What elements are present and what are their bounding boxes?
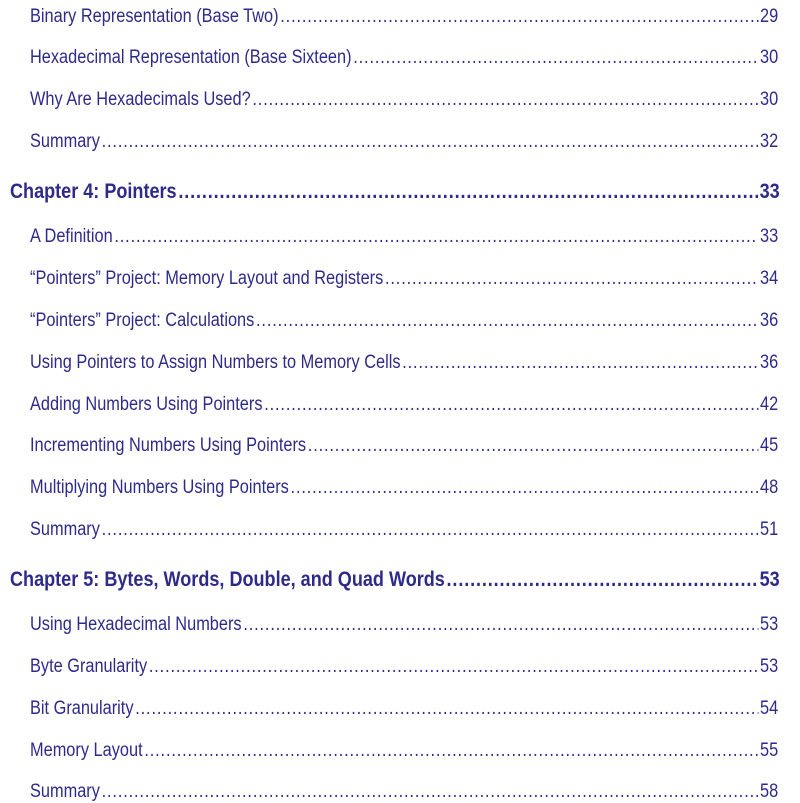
- toc-entry-page-number: 29: [760, 6, 779, 27]
- toc-entry-page-number: 58: [760, 781, 779, 802]
- toc-entry-title: Chapter 5: Bytes, Words, Double, and Quad Words: [10, 568, 445, 591]
- toc-entry-title: Summary: [30, 519, 100, 540]
- toc-entry-title: Summary: [30, 781, 100, 802]
- dot-leader: [178, 180, 758, 204]
- toc-section-entry[interactable]: [30, 694, 778, 720]
- toc-section-entry[interactable]: [30, 736, 778, 762]
- dot-leader: [102, 519, 759, 541]
- toc-entry-page-number: 30: [760, 47, 779, 68]
- toc-entry-title: Byte Granularity: [30, 656, 148, 677]
- dot-leader: [102, 131, 759, 153]
- toc-entry-title: Using Pointers to Assign Numbers to Memory Cells: [30, 352, 401, 373]
- toc-section-entry[interactable]: [30, 652, 778, 678]
- toc-entry-page-number: 45: [760, 435, 779, 456]
- toc-entry-page-number: 53: [760, 656, 779, 677]
- toc-entry-title: Memory Layout: [30, 740, 143, 761]
- dot-leader: [280, 6, 758, 28]
- toc-section-entry[interactable]: [30, 515, 778, 541]
- toc-entry-page-number: 36: [760, 310, 779, 331]
- toc-entry-page-number: 53: [760, 614, 779, 635]
- dot-leader: [135, 698, 758, 720]
- toc-section-entry[interactable]: [30, 264, 778, 290]
- toc-entry-title: Adding Numbers Using Pointers: [30, 394, 263, 415]
- toc-section-entry[interactable]: [30, 431, 778, 457]
- toc-entry-title: Hexadecimal Representation (Base Sixteen): [30, 47, 352, 68]
- toc-entry-title: Binary Representation (Base Two): [30, 6, 279, 27]
- toc-section-entry[interactable]: [30, 2, 778, 28]
- dot-leader: [353, 47, 758, 69]
- toc-entry-page-number: 51: [760, 519, 779, 540]
- dot-leader: [264, 394, 758, 416]
- toc-chapter-entry[interactable]: [10, 178, 780, 204]
- toc-entry-page-number: 33: [760, 226, 779, 247]
- dot-leader: [243, 614, 758, 636]
- toc-entry-page-number: 36: [760, 352, 779, 373]
- dot-leader: [149, 656, 758, 678]
- dot-leader: [256, 310, 758, 332]
- toc-entry-page-number: 42: [760, 394, 779, 415]
- toc-section-entry[interactable]: [30, 473, 778, 499]
- toc-section-entry[interactable]: [30, 85, 778, 111]
- toc-entry-title: Summary: [30, 131, 100, 152]
- toc-entry-page-number: 55: [760, 740, 779, 761]
- toc-entry-title: Incrementing Numbers Using Pointers: [30, 435, 307, 456]
- toc-entry-title: Bit Granularity: [30, 698, 134, 719]
- toc-entry-page-number: 32: [760, 131, 779, 152]
- toc-entry-page-number: 54: [760, 698, 779, 719]
- toc-entry-page-number: 34: [760, 268, 779, 289]
- dot-leader: [385, 268, 758, 290]
- toc-section-entry[interactable]: [30, 390, 778, 416]
- dot-leader: [308, 435, 758, 457]
- toc-section-entry[interactable]: [30, 777, 778, 803]
- dot-leader: [114, 226, 758, 248]
- toc-entry-title: Using Hexadecimal Numbers: [30, 614, 242, 635]
- toc-entry-title: Chapter 4: Pointers: [10, 180, 177, 203]
- toc-entry-title: Why Are Hexadecimals Used?: [30, 89, 251, 110]
- dot-leader: [291, 477, 759, 499]
- toc-section-entry[interactable]: [30, 43, 778, 69]
- toc-section-entry[interactable]: [30, 222, 778, 248]
- toc-entry-title: “Pointers” Project: Calculations: [30, 310, 255, 331]
- toc-section-entry[interactable]: [30, 306, 778, 332]
- toc-entry-page-number: 33: [759, 180, 780, 203]
- toc-entry-title: “Pointers” Project: Memory Layout and Registers: [30, 268, 384, 289]
- toc-entry-page-number: 53: [759, 568, 780, 591]
- toc-section-entry[interactable]: [30, 127, 778, 153]
- dot-leader: [447, 568, 758, 592]
- toc-entry-title: Multiplying Numbers Using Pointers: [30, 477, 289, 498]
- toc-chapter-entry[interactable]: [10, 566, 780, 592]
- dot-leader: [402, 352, 758, 374]
- toc-section-entry[interactable]: [30, 348, 778, 374]
- toc-entry-title: A Definition: [30, 226, 113, 247]
- toc-section-entry[interactable]: [30, 610, 778, 636]
- dot-leader: [252, 89, 758, 111]
- toc-entry-page-number: 30: [760, 89, 779, 110]
- toc-entry-page-number: 48: [760, 477, 779, 498]
- dot-leader: [144, 740, 758, 762]
